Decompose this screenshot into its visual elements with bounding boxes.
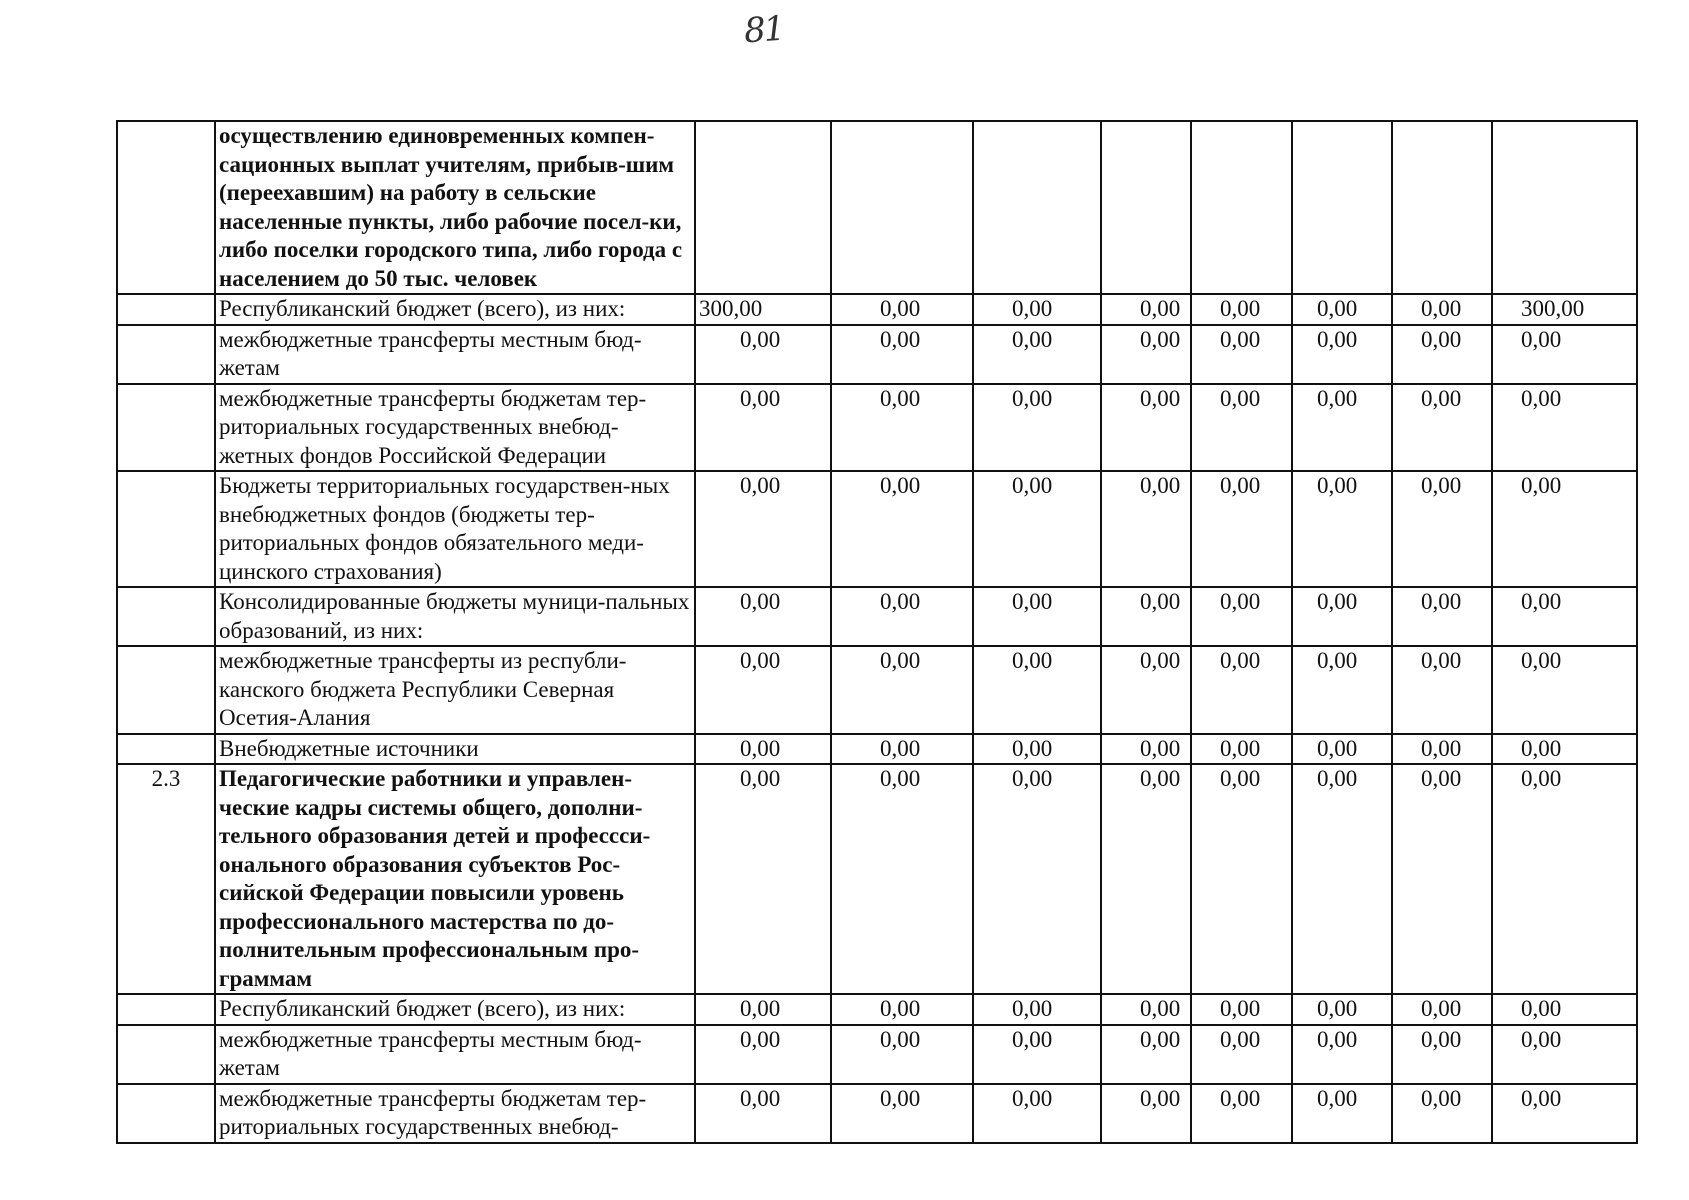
value-cell: 0,00 [1101,1084,1191,1143]
value-cell: 0,00 [1492,1084,1637,1143]
value-cell: 300,00 [1492,294,1637,325]
value-cell: 0,00 [1392,384,1492,472]
value-cell: 0,00 [1191,1084,1292,1143]
value-cell: 0,00 [695,384,831,472]
table-row [117,121,1637,294]
value-cell: 0,00 [1392,994,1492,1025]
value-cell: 0,00 [695,734,831,765]
row-label-cell: Республиканский бюджет (всего), из них: [215,994,695,1025]
value-cell: 0,00 [831,1025,973,1084]
row-label-cell: Внебюджетные источники [215,734,695,765]
value-cell: 0,00 [695,764,831,994]
value-cell: 0,00 [973,384,1101,472]
value-cell: 0,00 [1292,384,1392,472]
table-row [117,587,1637,646]
value-cell: 0,00 [831,471,973,587]
value-cell: 0,00 [1101,994,1191,1025]
value-cell: 0,00 [1492,994,1637,1025]
row-number-cell [117,994,215,1025]
value-cell: 0,00 [1392,587,1492,646]
value-cell: 0,00 [973,471,1101,587]
value-cell: 0,00 [1191,384,1292,472]
value-cell: 0,00 [831,384,973,472]
page-number-handwritten: 81 [742,8,785,52]
value-cell: 0,00 [831,646,973,734]
value-cell: 0,00 [1492,325,1637,384]
value-cell: 0,00 [1292,764,1392,994]
value-cell [695,121,831,294]
value-cell: 0,00 [831,764,973,994]
value-cell: 0,00 [1101,734,1191,765]
value-cell: 0,00 [1101,1025,1191,1084]
value-cell: 0,00 [1101,764,1191,994]
row-number-cell [117,646,215,734]
value-cell [1191,121,1292,294]
value-cell: 0,00 [1392,646,1492,734]
value-cell: 0,00 [973,734,1101,765]
value-cell: 0,00 [1101,646,1191,734]
table-row [117,646,1637,734]
value-cell [1492,121,1637,294]
value-cell: 0,00 [1292,471,1392,587]
value-cell: 0,00 [1392,471,1492,587]
value-cell: 0,00 [1492,384,1637,472]
value-cell: 0,00 [695,1025,831,1084]
value-cell: 0,00 [1492,471,1637,587]
table-row [117,734,1637,765]
row-label-cell: межбюджетные трансферты из республи-канского бюджета Республики Северная Осетия-Алания [215,646,695,734]
value-cell: 0,00 [1492,646,1637,734]
value-cell: 0,00 [1191,325,1292,384]
table-row [117,1084,1637,1143]
row-number-cell [117,294,215,325]
value-cell: 0,00 [831,587,973,646]
value-cell: 0,00 [1392,734,1492,765]
value-cell: 0,00 [1392,294,1492,325]
row-number-cell [117,471,215,587]
value-cell: 300,00 [695,294,831,325]
value-cell: 0,00 [695,325,831,384]
value-cell: 0,00 [1492,1025,1637,1084]
row-number-cell [117,734,215,765]
row-number-cell [117,1084,215,1143]
value-cell: 0,00 [973,994,1101,1025]
row-label-cell: Республиканский бюджет (всего), из них: [215,294,695,325]
value-cell: 0,00 [1101,587,1191,646]
row-number-cell [117,121,215,294]
value-cell: 0,00 [831,1084,973,1143]
value-cell: 0,00 [1292,646,1392,734]
value-cell: 0,00 [1492,764,1637,994]
value-cell: 0,00 [1191,1025,1292,1084]
value-cell: 0,00 [695,646,831,734]
value-cell: 0,00 [973,646,1101,734]
value-cell [1292,121,1392,294]
value-cell: 0,00 [1191,764,1292,994]
value-cell: 0,00 [1191,471,1292,587]
value-cell: 0,00 [831,994,973,1025]
value-cell: 0,00 [1492,587,1637,646]
value-cell: 0,00 [695,994,831,1025]
value-cell: 0,00 [973,764,1101,994]
row-label-cell: межбюджетные трансферты бюджетам тер-риториальных государственных внебюд- [215,1084,695,1143]
value-cell: 0,00 [1292,325,1392,384]
value-cell: 0,00 [1101,294,1191,325]
row-label-cell: межбюджетные трансферты бюджетам тер-риториальных государственных внебюд-жетных фондов Российской Федерации [215,384,695,472]
value-cell [1101,121,1191,294]
value-cell: 0,00 [1292,294,1392,325]
table-row [117,764,1637,994]
value-cell: 0,00 [1191,294,1292,325]
value-cell: 0,00 [1292,994,1392,1025]
table-row [117,294,1637,325]
value-cell: 0,00 [1292,734,1392,765]
table-body [117,121,1637,1143]
row-label-cell: Педагогические работники и управлен-ческие кадры системы общего, дополни-тельного образования детей и профессси-онального образования субъектов Рос-сийской Федерации повысили уровень профессионального мастерства по до-полнительным профессиональным про-граммам [215,764,695,994]
value-cell: 0,00 [1101,325,1191,384]
row-label-cell: Бюджеты территориальных государствен-ных внебюджетных фондов (бюджеты тер-риториальных фондов обязательного меди-цинского страхования) [215,471,695,587]
table-row [117,1025,1637,1084]
value-cell: 0,00 [1191,734,1292,765]
row-number-cell [117,384,215,472]
value-cell: 0,00 [1191,646,1292,734]
table-row [117,471,1637,587]
value-cell: 0,00 [1392,325,1492,384]
row-label-cell: Консолидированные бюджеты муници-пальных образований, из них: [215,587,695,646]
value-cell: 0,00 [831,734,973,765]
budget-table [116,120,1638,1144]
row-number-cell: 2.3 [117,764,215,994]
value-cell: 0,00 [695,471,831,587]
table-row [117,325,1637,384]
value-cell: 0,00 [1101,384,1191,472]
value-cell: 0,00 [1392,764,1492,994]
value-cell: 0,00 [1292,587,1392,646]
row-label-cell: межбюджетные трансферты местным бюд-жетам [215,1025,695,1084]
value-cell: 0,00 [973,1084,1101,1143]
value-cell [831,121,973,294]
row-number-cell [117,587,215,646]
row-number-cell [117,325,215,384]
value-cell: 0,00 [1492,734,1637,765]
table-row [117,384,1637,472]
value-cell: 0,00 [1392,1025,1492,1084]
value-cell: 0,00 [973,587,1101,646]
value-cell: 0,00 [973,294,1101,325]
value-cell: 0,00 [831,294,973,325]
table-row [117,994,1637,1025]
value-cell: 0,00 [1292,1084,1392,1143]
row-label-cell: межбюджетные трансферты местным бюд-жетам [215,325,695,384]
value-cell: 0,00 [695,587,831,646]
row-number-cell [117,1025,215,1084]
value-cell: 0,00 [973,1025,1101,1084]
value-cell: 0,00 [1101,471,1191,587]
value-cell: 0,00 [973,325,1101,384]
value-cell: 0,00 [1292,1025,1392,1084]
value-cell: 0,00 [1191,587,1292,646]
value-cell: 0,00 [1191,994,1292,1025]
value-cell [973,121,1101,294]
value-cell [1392,121,1492,294]
value-cell: 0,00 [1392,1084,1492,1143]
value-cell: 0,00 [831,325,973,384]
row-label-cell: осуществлению единовременных компен-сационных выплат учителям, прибыв-шим (переехавшим) на работу в сельские населенные пункты, либо рабочие посел-ки, либо поселки городского типа, либо города с населением до 50 тыс. человек [215,121,695,294]
value-cell: 0,00 [695,1084,831,1143]
